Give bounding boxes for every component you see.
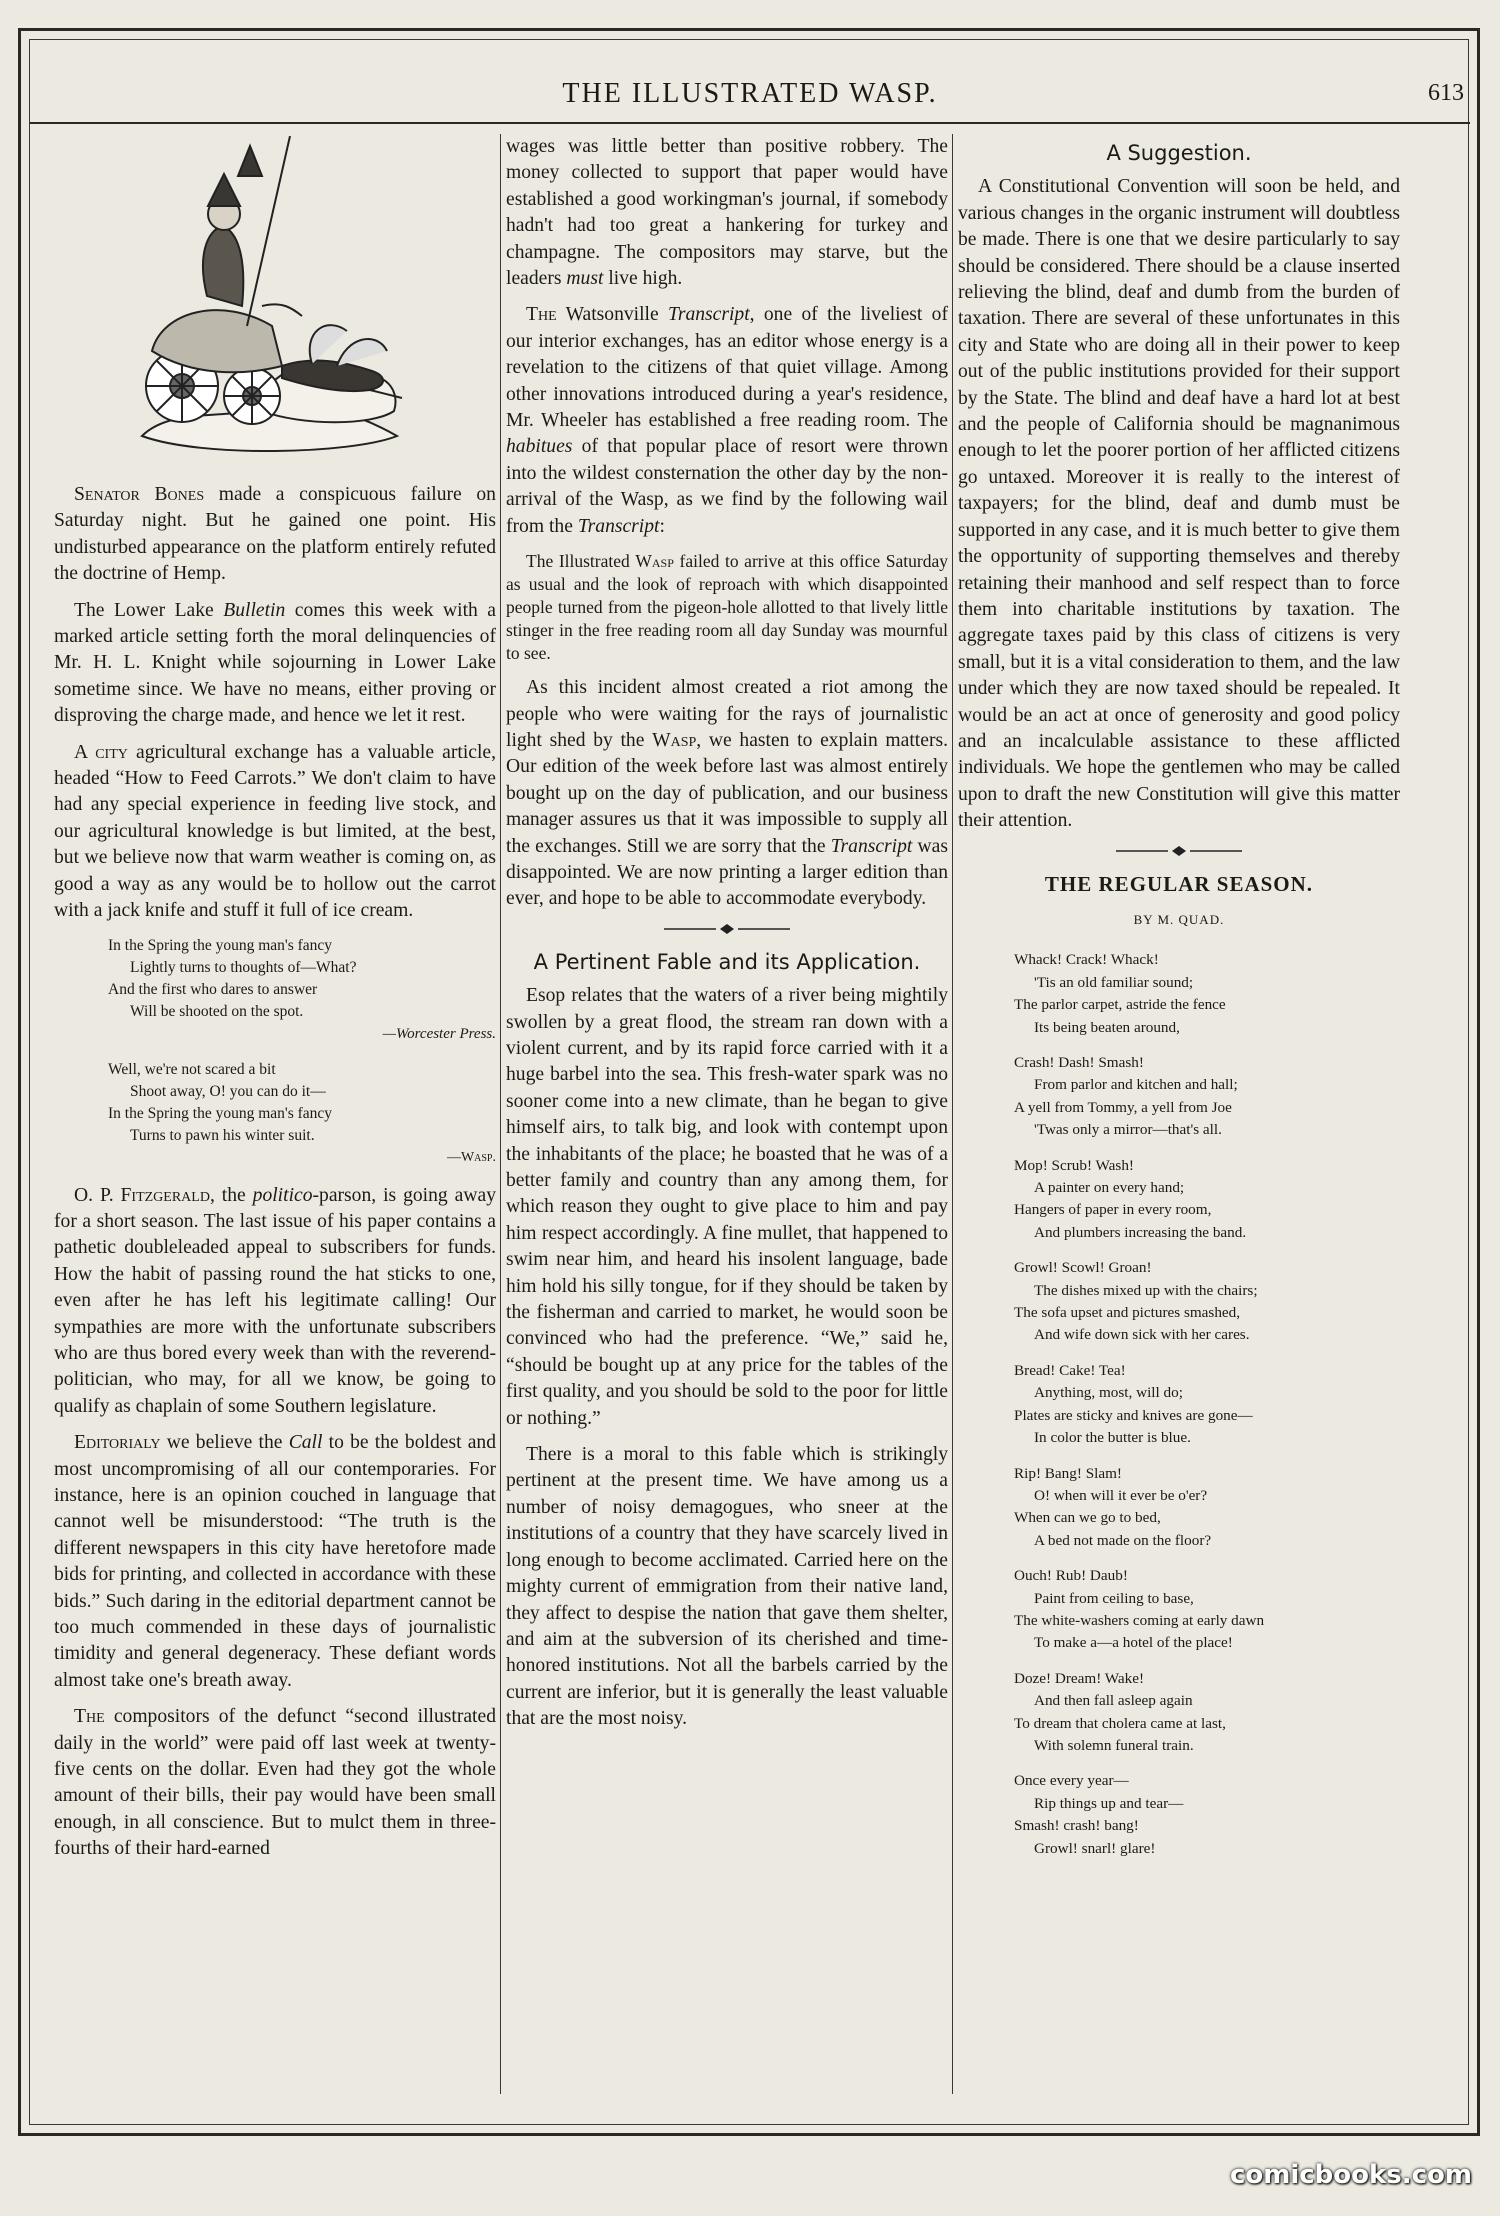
column-rule-1 [500,134,501,2094]
poem-line: A yell from Tommy, a yell from Joe [1014,1098,1232,1116]
poem-stanza [958,1257,1400,1347]
poem-line: Once every year— [1014,1772,1129,1790]
quote-transcript: The Illustrated Wasp failed to arrive at this office Saturday as usual and the look of reproach with which disappointed people turned from the pigeon-hole allotted to that lively little stinger in the free reading room all day Sunday was mournful to see. [506,551,948,664]
para-fitzgerald: O. P. Fitzgerald, the politico-parson, is going away for a short season. The last issue of his paper contains a pathetic doubleleaded appeal to subscribers for funds. How the habit of passing round the hat sticks to one, even after he has left his legitimate calling! Our sympathies are more with the unfortunate subscribers who are thus bored every week than with the reverend-politician, who may, for all we know, be going to qualify as chaplain of some Southern legislature. [54,1184,496,1417]
poem-line: Mop! Scrub! Wash! [1014,1156,1134,1174]
poem-line: And then fall asleep again [1034,1692,1193,1710]
poem-line: Ouch! Rub! Daub! [1014,1567,1128,1585]
poem-line: 'Tis an old familiar sound; [1034,973,1194,991]
poem-line: Smash! crash! bang! [1014,1817,1139,1835]
para-convention: A Constitutional Convention will soon be held, and various changes in the organic instrument will doubtless be made. There is one that we desire particularly to say should be considered. There should be a clause inserted relieving the blind, deaf and dumb from the burden of taxation. There are several of these unfortunates in this city and State who are doing all in their power to keep out of the public institutions provided for their support by the State. The blind and deaf have a hard lot at best and the people of California should be magnanimous enough to let the poorer portion of her afflicted citizens go untaxed. Moreover it is really to the interest of taxpayers; for the blind, deaf and dumb must be supported in any case, and it is much better to give them the opportunity of supporting themselves and thereby retaining their manhood and self respect than to force them into charitable institutions by taxation. The aggregate taxes paid by this class of citizens is very small, but it is a vital consideration to them, and the law under which they are now taxed should be repealed. It would be an act at once of generosity and good policy and an incalculable assistance to these afflicted individuals. We hope the gentlemen who may be called upon to draft the new Constitution will give this matter their attention. [958,176,1400,832]
page-title: THE ILLUSTRATED WASP. [562,78,938,109]
poem-line: The sofa upset and pictures smashed, [1014,1304,1241,1322]
poem-line: In color the butter is blue. [1034,1429,1191,1447]
wasp-chariot-illustration [112,136,412,466]
poem-line: Paint from ceiling to base, [1034,1589,1194,1607]
poem-stanza [958,1565,1400,1655]
poem-stanza [958,1052,1400,1142]
para-senator-bones: Senator Bones made a conspicuous failure on Saturday night. But he gained one point. His undisturbed appearance on the platform entirely refuted the doctrine of Hemp. [54,484,496,585]
poem-line: A painter on every hand; [1034,1179,1185,1197]
poem-line: The dishes mixed up with the chairs; [1034,1281,1258,1299]
section-separator [1114,845,1244,857]
poem-line: Bread! Cake! Tea! [1014,1361,1126,1379]
poem-line: To dream that cholera came at last, [1014,1714,1226,1732]
column-3 [958,134,1400,2094]
poem-line: From parlor and kitchen and hall; [1034,1076,1238,1094]
poem-line: Doze! Dream! Wake! [1014,1669,1145,1687]
poem-line: Crash! Dash! Smash! [1014,1054,1144,1071]
para-lower-lake: The Lower Lake Bulletin comes this week with a marked article setting forth the moral delinquencies of Mr. H. L. Knight while sojourning in Lower Lake sometime since. We have no means, either proving or disproving the charge made, and hence we let it rest. [54,599,496,727]
poem-stanza [958,1668,1400,1758]
poem-line: And wife down sick with her cares. [1034,1326,1250,1344]
poem-line: The parlor carpet, astride the fence [1014,996,1226,1014]
poem-line: A bed not made on the floor? [1034,1531,1212,1549]
poem-line: To make a—a hotel of the place! [1034,1634,1233,1652]
para-moral: There is a moral to this fable which is strikingly pertinent at the present time. We have among us a number of noisy demagogues, who sneer at the institutions of a country that they have scarcely lived in long enough to become acclimated. Carried here on the mighty current of emmigration from their native land, they affect to despise the nation that gave them shelter, and aim at the subversion of its cherished and time-honored institutions. Not all the barbels carried by the current are inferior, but it is generally the least valuable that are the most noisy. [506,1444,948,1730]
column-rule-2 [952,134,953,2094]
para-call: Editorialy we believe the Call to be the boldest and most uncompromising of all our contemporaries. For instance, here is an opinion couched in language that cannot well be misunderstood: “The truth is the different newspapers in this city have heretofore made bids for printing, and collected in accordance with these bids.” Such daring in the editorial department cannot be too much commended in these days of journalistic timidity and general degeneracy. These defiant words almost take one's breath away. [54,1432,496,1691]
column-1 [54,134,496,2094]
poem-line: When can we go to bed, [1014,1509,1161,1527]
para-esop: Esop relates that the waters of a river being mightily swollen by a great flood, the stream ran down with a violent current, and by its rapid force carried with it a huge barbel into the sea. This fresh-water spark was no sooner come into a new climate, than he began to give himself airs, to talk big, and look with contempt upon the inhabitants of the place; he boasted that he was of a better family and country than any among them, for which reason they ought to give place to him and pay him respect accordingly. A fine mullet, that happened to swim near him, and heard his insolent language, bade him hold his silly tongue, for if they should be taken by the fisherman and carried to market, he would soon be convinced who had the preference. “We,” said he, “should be bought up at any price for the tables of the first quality, and you should be sold to the poor for little or nothing.” [506,985,948,1429]
para-compositors: The compositors of the defunct “second illustrated daily in the world” were paid off last week at twenty-five cents on the dollar. Even had they got the whole amount of their bills, their pay would have been small enough, in all conscience. But to mulct them in three-fourths of their hard-earned [54,1706,496,1860]
page-number: 613 [1428,80,1464,106]
poem-line: Growl! snarl! glare! [1034,1839,1156,1857]
verse-wasp: Well, we're not scared a bit Shoot away, O! you can do it— In the Spring the young man's fancy Turns to pawn his winter suit. —Wasp. [108,1060,496,1165]
poem-stanza [958,1463,1400,1553]
poem-stanza [958,1770,1400,1860]
poem-stanza [958,1360,1400,1450]
poem-line: 'Twas only a mirror—that's all. [1034,1121,1222,1139]
para-riot: As this incident almost created a riot among the people who were waiting for the rays of journalistic light shed by the Wasp, we hasten to explain matters. Our edition of the week before last was almost entirely bought up on the day of publication, and our business manager assures us that it was impossible to supply all the exchanges. Still we are sorry that the Transcript was disappointed. We are now printing a larger edition than ever, and hope to be able to accommodate everybody. [506,677,948,910]
poem-title: THE REGULAR SEASON. [1044,871,1314,896]
column-2 [506,134,948,2094]
poem-line: Whack! Crack! Whack! [1014,951,1159,969]
poem-regular-season [958,949,1400,1860]
heading-suggestion: A Suggestion. [1106,141,1252,165]
poem-line: Plates are sticky and knives are gone— [1014,1406,1253,1424]
poem-line: The white-washers coming at early dawn [1014,1611,1265,1629]
para-watsonville: The Watsonville Transcript, one of the liveliest of our interior exchanges, has an editor whose energy is a revelation to the citizens of that quiet village. Among other innovations introduced during a year's residence, Mr. Wheeler has established a free reading room. The habitues of that popular place of resort were thrown into the wildest consternation the other day by the non-arrival of the Wasp, as we find by the following wail from the Transcript: [506,304,948,537]
poem-line: With solemn funeral train. [1034,1736,1194,1754]
watermark: comicbooks.com [1229,2160,1472,2190]
page-header [30,62,1470,124]
poem-line: Growl! Scowl! Groan! [1014,1259,1152,1277]
poem-line: Its being beaten around, [1034,1018,1180,1036]
section-separator [662,923,792,935]
para-wages: wages was little better than positive robbery. The money collected to support that paper would have established a good workingman's journal, if somebody hadn't had too great a hankering for turkey and champagne. The compositors may starve, but the leaders must live high. [506,136,948,290]
verse-worcester: In the Spring the young man's fancy Lightly turns to thoughts of—What? And the first who dares to answer Will be shooted on the spot. —Worcester Press. [108,936,496,1042]
poem-line: Anything, most, will do; [1034,1384,1183,1402]
poem-byline: BY M. QUAD. [1133,911,1225,927]
para-carrots: A city agricultural exchange has a valuable article, headed “How to Feed Carrots.” We don't claim to have had any special experience in feeding live stock, and our agricultural knowledge is but limited, at the best, but we believe now that warm weather is coming on, as good a way as any would be to hollow out the carrot with a jack knife and stuff it full of ice cream. [54,741,496,922]
poem-line: Rip things up and tear— [1034,1794,1184,1812]
poem-stanza [958,949,1400,1039]
poem-line: Hangers of paper in every room, [1014,1201,1212,1219]
poem-stanza [958,1155,1400,1245]
poem-line: O! when will it ever be o'er? [1034,1486,1208,1504]
heading-pertinent-fable: A Pertinent Fable and its Application. [533,949,921,974]
poem-line: And plumbers increasing the band. [1034,1223,1247,1241]
poem-line: Rip! Bang! Slam! [1014,1464,1122,1482]
